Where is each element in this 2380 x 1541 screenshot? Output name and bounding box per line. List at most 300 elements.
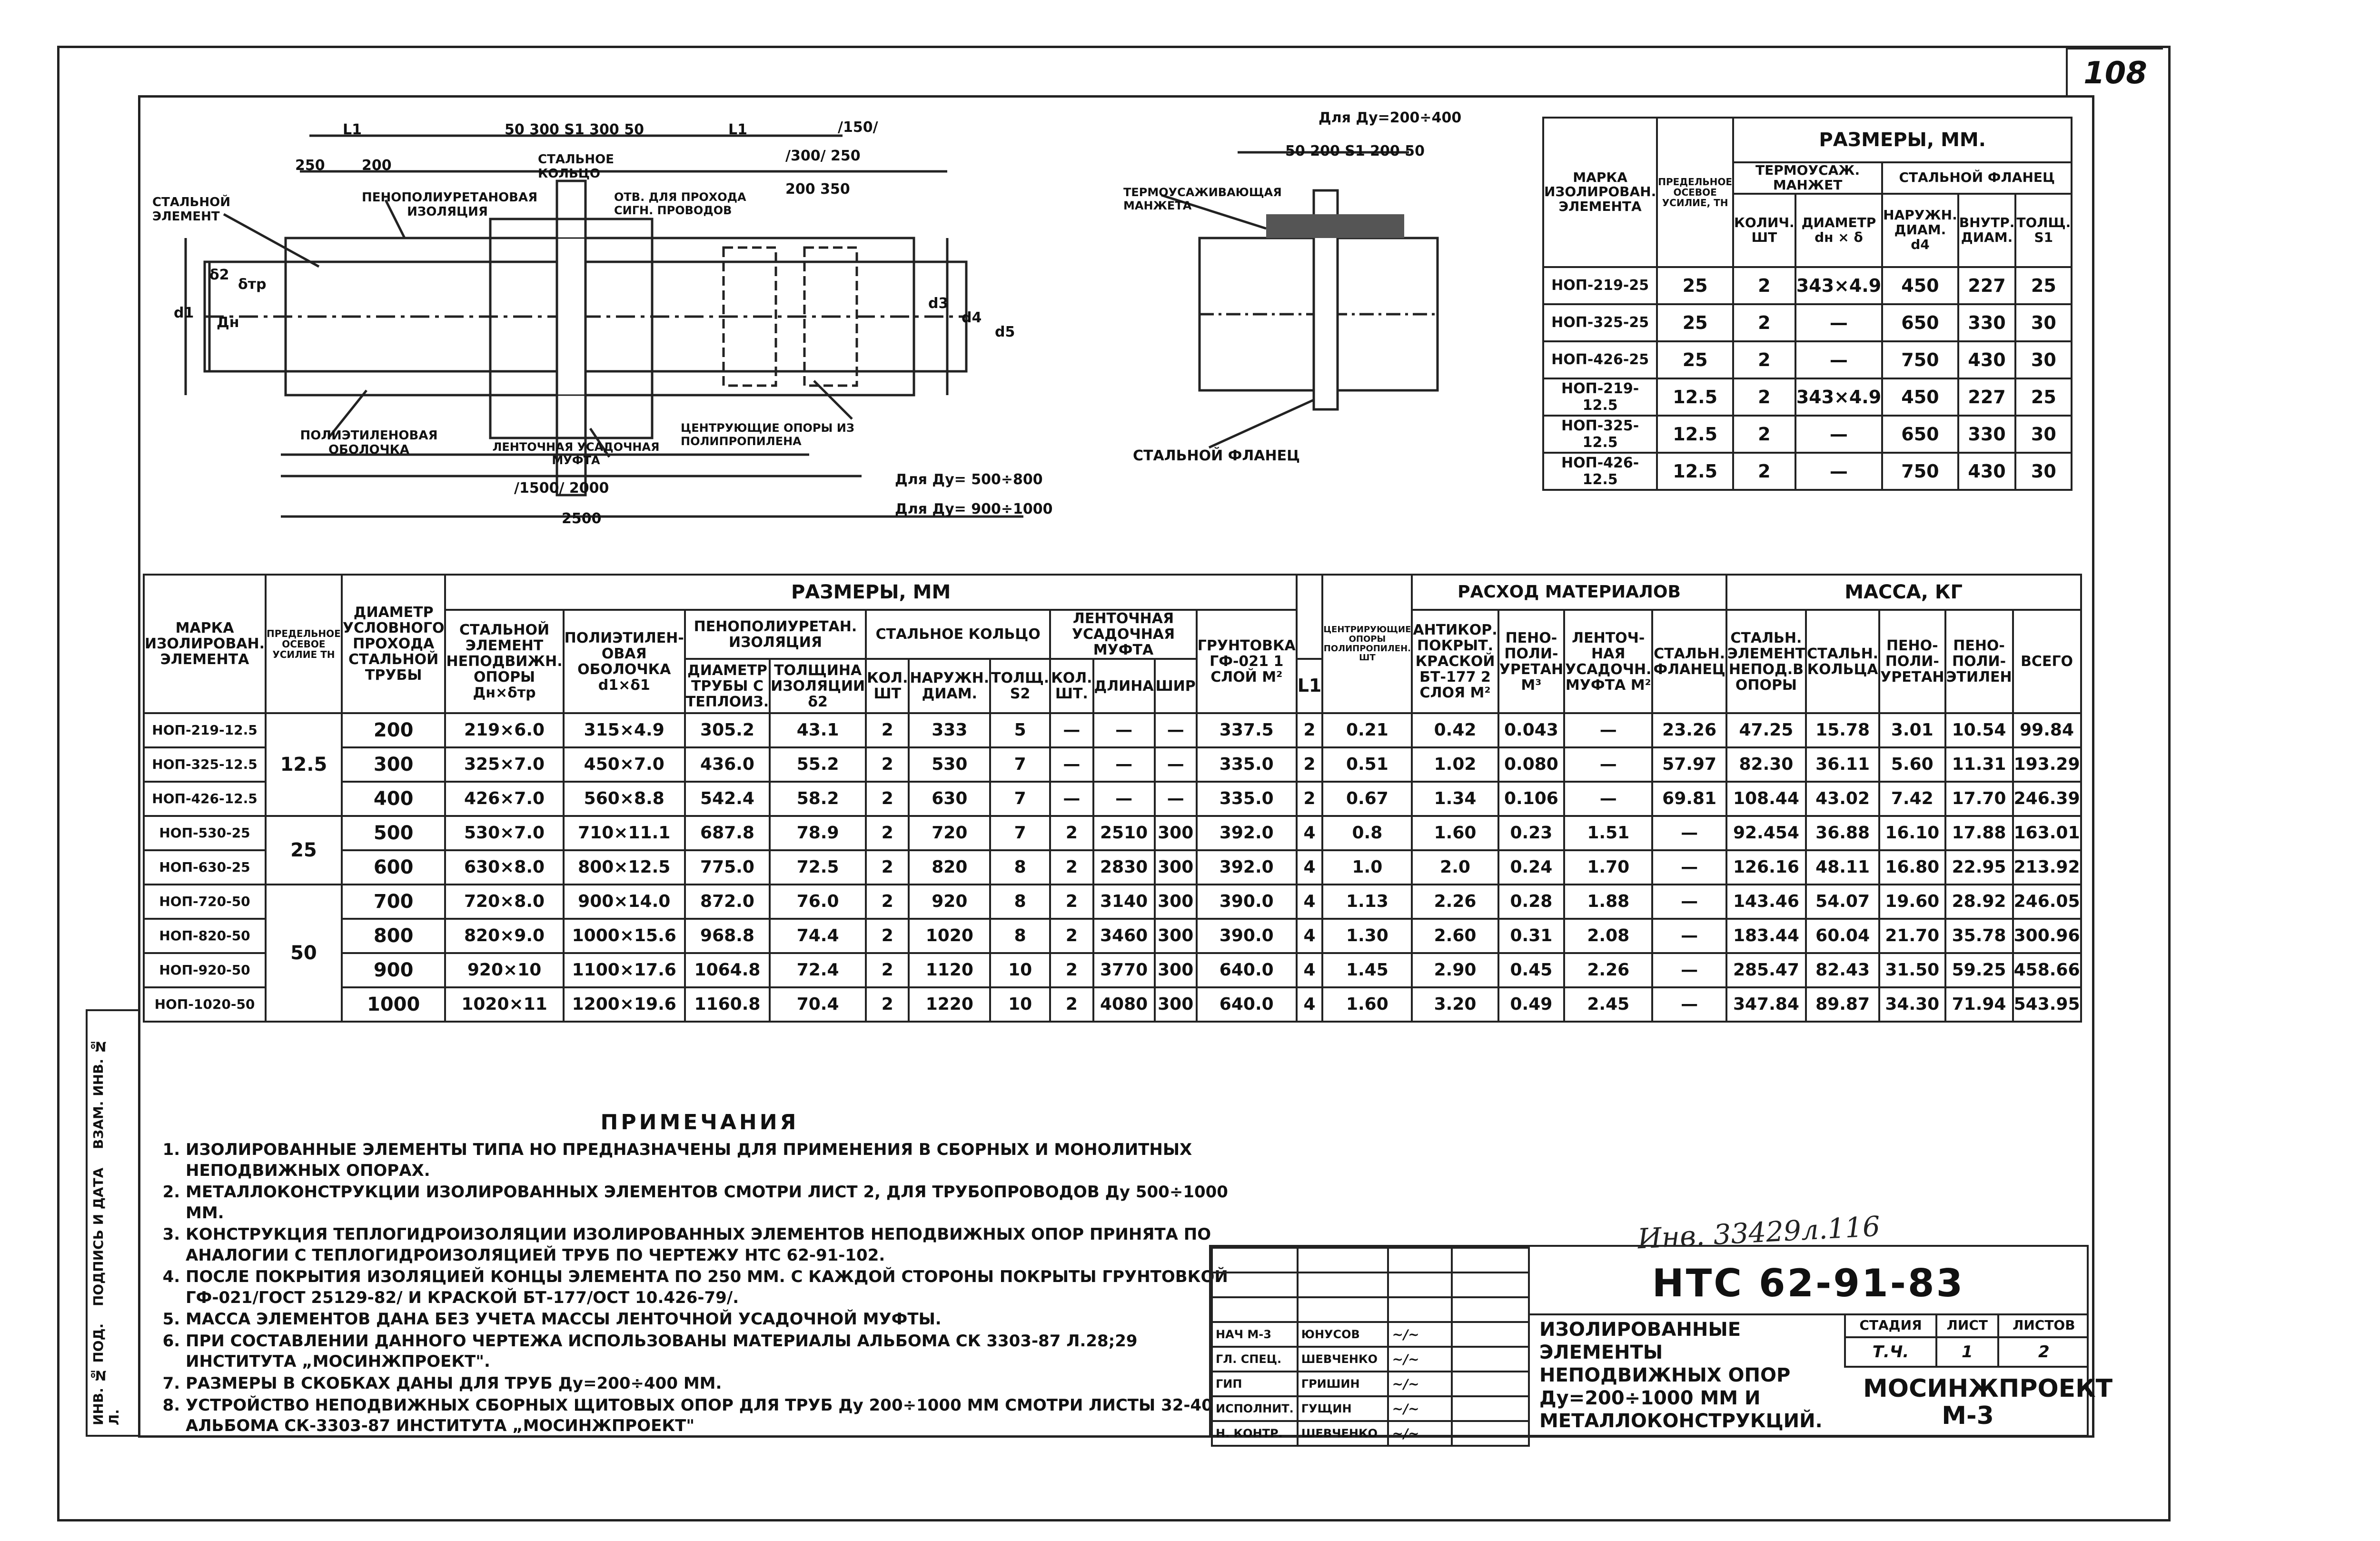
label-d5: d5: [995, 324, 1015, 340]
main-h-ppu: ПЕНОПОЛИУРЕТАН. ИЗОЛЯЦИЯ: [685, 610, 866, 659]
table-cell: 54.07: [1806, 885, 1879, 919]
table-cell: 4: [1297, 919, 1323, 953]
table-cell: 55.2: [770, 747, 866, 782]
dim-l1-right: L1: [728, 121, 747, 138]
table-cell: 0.24: [1498, 850, 1564, 885]
top-table-cell: 430: [1958, 453, 2016, 490]
sheet-number-box: [2066, 48, 2163, 97]
table-cell: 48.11: [1806, 850, 1879, 885]
table-cell: 392.0: [1197, 816, 1297, 850]
signature-role: ИСПОЛНИТ.: [1212, 1396, 1298, 1421]
main-h-m-ppu: ПЕНО-ПОЛИ-УРЕТАН М³: [1498, 610, 1564, 713]
top-table-cell: 25: [1657, 267, 1733, 304]
top-table-row: [1543, 378, 2072, 416]
title-block: [1209, 1245, 2113, 1442]
table-cell: 23.26: [1652, 713, 1726, 747]
table-cell: —: [1652, 816, 1726, 850]
table-cell: 337.5: [1197, 713, 1297, 747]
table-row: [144, 816, 2081, 850]
table-cell: 0.23: [1498, 816, 1564, 850]
table-cell: 7.42: [1879, 782, 1945, 816]
table-cell: 4: [1297, 885, 1323, 919]
table-cell: 700: [342, 885, 446, 919]
table-cell: 2.26: [1412, 885, 1498, 919]
table-cell: 0.45: [1498, 953, 1564, 987]
table-cell: 183.44: [1726, 919, 1806, 953]
table-cell: —: [1093, 713, 1155, 747]
table-cell: НОП-720-50: [144, 885, 266, 919]
top-table-cell: 2: [1733, 416, 1795, 453]
main-h-l1: L1: [1297, 659, 1323, 713]
top-h-qty: КОЛИЧ. ШТ: [1733, 194, 1795, 267]
table-cell: 21.70: [1879, 919, 1945, 953]
table-cell: 8: [990, 885, 1050, 919]
table-row: [144, 885, 2081, 919]
table-cell: 2: [1050, 953, 1093, 987]
side-stamp-inv-repl: ВЗАМ. ИНВ. №: [90, 1038, 106, 1149]
table-cell: —: [1652, 885, 1726, 919]
table-cell: 392.0: [1197, 850, 1297, 885]
stage-box: [1844, 1313, 2089, 1368]
label-d4: d4: [962, 309, 982, 326]
label-d2: δ2: [209, 267, 229, 283]
table-cell: 1064.8: [685, 953, 770, 987]
sheets-value: 2: [2038, 1342, 2050, 1362]
dim-250: 250: [295, 157, 325, 174]
table-cell: 2: [866, 885, 909, 919]
table-cell: 458.66: [2013, 953, 2081, 987]
table-cell: 640.0: [1197, 987, 1297, 1022]
top-table-cell: 2: [1733, 267, 1795, 304]
table-cell: 968.8: [685, 919, 770, 953]
table-cell: 2: [866, 713, 909, 747]
dim-l1-left: L1: [343, 121, 362, 138]
table-cell: 560×8.8: [564, 782, 685, 816]
top-table-row: [1543, 453, 2072, 490]
table-cell: 78.9: [770, 816, 866, 850]
table-cell: 3.20: [1412, 987, 1498, 1022]
table-cell: 300: [1155, 987, 1197, 1022]
table-cell: 0.043: [1498, 713, 1564, 747]
sheets-h: ЛИСТОВ: [1998, 1313, 2089, 1337]
top-table-cell: НОП-325-25: [1543, 304, 1657, 341]
revision-cell: [1452, 1248, 1529, 1273]
table-cell: 300.96: [2013, 919, 2081, 953]
signature-name: ЮНУСОВ: [1298, 1322, 1388, 1347]
table-cell: 820×9.0: [445, 919, 563, 953]
signatures-table: [1211, 1247, 1530, 1447]
table-cell: 390.0: [1197, 885, 1297, 919]
table-cell: НОП-820-50: [144, 919, 266, 953]
stage-value: Т.Ч.: [1846, 1337, 1936, 1366]
main-h-l1-top: [1297, 575, 1323, 659]
label-len-2500: 2500: [562, 510, 602, 527]
table-cell: НОП-920-50: [144, 953, 266, 987]
table-cell: 920×10: [445, 953, 563, 987]
main-h-ms-total: ВСЕГО: [2013, 610, 2081, 713]
table-cell: 1000: [342, 987, 446, 1022]
main-h-sizes: РАЗМЕРЫ, ММ: [445, 575, 1296, 610]
signature-row: [1212, 1372, 1529, 1396]
table-cell: 213.92: [2013, 850, 2081, 885]
table-cell: 2: [1297, 747, 1323, 782]
table-cell: 1160.8: [685, 987, 770, 1022]
table-cell: 2: [1050, 885, 1093, 919]
table-cell: —: [1652, 850, 1726, 885]
table-cell: 16.10: [1879, 816, 1945, 850]
revision-cell: [1212, 1297, 1298, 1322]
table-cell: 7: [990, 747, 1050, 782]
label-dtr: δтр: [238, 276, 267, 293]
table-cell: —: [1155, 713, 1197, 747]
table-cell: 775.0: [685, 850, 770, 885]
top-h-flange: СТАЛЬНОЙ ФЛАНЕЦ: [1882, 162, 2072, 194]
table-cell: 1120: [909, 953, 990, 987]
label-dn: Дн: [217, 314, 239, 331]
main-h-load: ПРЕДЕЛЬНОЕ ОСЕВОЕ УСИЛИЕ ТН: [266, 575, 342, 713]
table-cell: 69.81: [1652, 782, 1726, 816]
table-cell: 1.30: [1322, 919, 1412, 953]
top-table-row: [1543, 416, 2072, 453]
table-cell: 0.31: [1498, 919, 1564, 953]
table-cell: 390.0: [1197, 919, 1297, 953]
top-table-cell: 2: [1733, 341, 1795, 378]
table-cell: 450×7.0: [564, 747, 685, 782]
table-cell: 31.50: [1879, 953, 1945, 987]
top-table-cell: 430: [1958, 341, 2016, 378]
table-row: [144, 747, 2081, 782]
top-table-cell: 750: [1882, 453, 1958, 490]
table-cell: 3.01: [1879, 713, 1945, 747]
table-cell: 193.29: [2013, 747, 2081, 782]
table-row: [144, 919, 2081, 953]
table-cell: —: [1093, 782, 1155, 816]
table-cell: 436.0: [685, 747, 770, 782]
main-h-sleeve: ЛЕНТОЧНАЯ УСАДОЧНАЯ МУФТА: [1050, 610, 1197, 659]
table-cell: 2: [866, 953, 909, 987]
top-table-cell: 30: [2015, 341, 2072, 378]
table-cell: 900: [342, 953, 446, 987]
note-item: 5. МАССА ЭЛЕМЕНТОВ ДАНА БЕЗ УЧЕТА МАССЫ ЛЕНТОЧНОЙ УСАДОЧНОЙ МУФТЫ.: [186, 1309, 1242, 1330]
note-item: 1. ИЗОЛИРОВАННЫЕ ЭЛЕМЕНТЫ ТИПА НО ПРЕДНАЗНАЧЕНЫ ДЛЯ ПРИМЕНЕНИЯ В СБОРНЫХ И МОНОЛИТНЫХ НЕПОДВИЖНЫХ ОПОРАХ.: [186, 1140, 1242, 1181]
label-len-1500: /1500/ 2000: [514, 480, 609, 497]
signature-role: ГИП: [1212, 1372, 1298, 1396]
table-cell: 1.60: [1412, 816, 1498, 850]
table-cell: 36.88: [1806, 816, 1879, 850]
table-cell: 219×6.0: [445, 713, 563, 747]
table-cell: 2: [866, 850, 909, 885]
signature-name: ГРИШИН: [1298, 1372, 1388, 1396]
table-cell: 76.0: [770, 885, 866, 919]
top-table-cell: 25: [1657, 304, 1733, 341]
table-cell: 1.02: [1412, 747, 1498, 782]
top-table-cell: 2: [1733, 378, 1795, 416]
main-h-mass: МАССА, КГ: [1726, 575, 2081, 610]
notes-title: ПРИМЕЧАНИЯ: [600, 1110, 799, 1134]
table-cell: НОП-325-12.5: [144, 747, 266, 782]
notes-list: [157, 1140, 1242, 1436]
table-cell: —: [1155, 747, 1197, 782]
top-h-thick: ТОЛЩ. S1: [2015, 194, 2072, 267]
main-h-centr: ЦЕНТРИРУЮЩИЕ ОПОРЫ ПОЛИПРОПИЛЕН. ШТ: [1322, 575, 1412, 713]
table-cell: 2.0: [1412, 850, 1498, 885]
table-cell: 2: [1050, 816, 1093, 850]
table-cell: 5.60: [1879, 747, 1945, 782]
top-table-cell: 2: [1733, 304, 1795, 341]
table-cell: 2.08: [1564, 919, 1652, 953]
table-cell: 57.97: [1652, 747, 1726, 782]
dim-300-250: /300/ 250: [785, 148, 861, 164]
load-group-cell: 50: [266, 885, 342, 1022]
signature-date: [1452, 1372, 1529, 1396]
main-h-ms-flange: СТАЛЬН. ФЛАНЕЦ: [1652, 610, 1726, 713]
side-stamp-sign-date: ПОДПИСЬ И ДАТА: [90, 1167, 106, 1306]
table-cell: 2: [866, 747, 909, 782]
top-table-cell: 25: [1657, 341, 1733, 378]
table-cell: —: [1564, 713, 1652, 747]
load-group-cell: 12.5: [266, 713, 342, 816]
top-table-cell: 12.5: [1657, 416, 1733, 453]
revision-cell: [1388, 1297, 1452, 1322]
table-cell: 800: [342, 919, 446, 953]
top-table-cell: 450: [1882, 267, 1958, 304]
note-item: 8. УСТРОЙСТВО НЕПОДВИЖНЫХ СБОРНЫХ ЩИТОВЫХ ОПОР ДЛЯ ТРУБ Ду 200÷1000 ММ СМОТРИ ЛИСТЫ 32-40 АЛЬБОМА СК-3303-87 ИНСТИТУТА „МОСИНЖПРОЕКТ": [186, 1395, 1242, 1437]
table-cell: 300: [1155, 919, 1197, 953]
table-cell: 300: [1155, 953, 1197, 987]
top-table-cell: НОП-426-12.5: [1543, 453, 1657, 490]
table-cell: 640.0: [1197, 953, 1297, 987]
top-h-diam: ДИАМЕТР dн × δ: [1795, 194, 1882, 267]
table-cell: 2: [866, 987, 909, 1022]
table-cell: 70.4: [770, 987, 866, 1022]
top-table-cell: —: [1795, 304, 1882, 341]
top-table-cell: 650: [1882, 304, 1958, 341]
table-cell: 300: [342, 747, 446, 782]
table-cell: 8: [990, 919, 1050, 953]
label-d1: d1: [174, 305, 194, 321]
main-h-ms-ring: СТАЛЬН. КОЛЬЦА: [1806, 610, 1879, 713]
main-h-ms-pe: ПЕНО-ПОЛИ-ЭТИЛЕН: [1945, 610, 2013, 713]
revision-cell: [1388, 1273, 1452, 1297]
main-h-m-paint: АНТИКОР. ПОКРЫТ. КРАСКОЙ БТ-177 2 СЛОЯ М²: [1412, 610, 1498, 713]
top-table-row: [1543, 341, 2072, 378]
signature-role: НАЧ М-3: [1212, 1322, 1298, 1347]
stage-table: [1846, 1313, 2089, 1366]
label-steel-element: СТАЛЬНОЙ ЭЛЕМЕНТ: [152, 195, 230, 224]
table-cell: 720: [909, 816, 990, 850]
table-cell: 325×7.0: [445, 747, 563, 782]
table-cell: НОП-219-12.5: [144, 713, 266, 747]
notes-block: [157, 1109, 1242, 1438]
table-cell: 872.0: [685, 885, 770, 919]
top-h-outer: НАРУЖН. ДИАМ. d4: [1882, 194, 1958, 267]
table-cell: 800×12.5: [564, 850, 685, 885]
table-cell: 500: [342, 816, 446, 850]
table-cell: 1.51: [1564, 816, 1652, 850]
table-cell: 58.2: [770, 782, 866, 816]
table-cell: 35.78: [1945, 919, 2013, 953]
table-cell: 19.60: [1879, 885, 1945, 919]
top-table-cell: 650: [1882, 416, 1958, 453]
table-cell: 335.0: [1197, 782, 1297, 816]
flange-detail-drawing: [1142, 105, 1523, 486]
label-dy-900: Для Ду= 900÷1000: [895, 501, 1053, 517]
table-cell: 17.88: [1945, 816, 2013, 850]
label-steel-flange: СТАЛЬНОЙ ФЛАНЕЦ: [1133, 447, 1300, 464]
main-h-pe: ПОЛИЭТИЛЕН-ОВАЯ ОБОЛОЧКА d1×δ1: [564, 610, 685, 713]
signature-date: [1452, 1421, 1529, 1446]
revision-row: [1212, 1273, 1529, 1297]
top-table-cell: 330: [1958, 416, 2016, 453]
table-cell: 920: [909, 885, 990, 919]
leader-flange: [1209, 400, 1314, 447]
signature-role: ГЛ. СПЕЦ.: [1212, 1347, 1298, 1372]
main-h-ring-d: НАРУЖН. ДИАМ.: [909, 659, 990, 713]
table-cell: 543.95: [2013, 987, 2081, 1022]
signature-mark: ~/~: [1388, 1347, 1452, 1372]
table-cell: 4: [1297, 850, 1323, 885]
table-cell: 1.60: [1322, 987, 1412, 1022]
table-cell: 5: [990, 713, 1050, 747]
table-cell: 22.95: [1945, 850, 2013, 885]
signature-name: ГУЩИН: [1298, 1396, 1388, 1421]
table-row: [144, 987, 2081, 1022]
table-row: [144, 782, 2081, 816]
table-cell: 2: [866, 816, 909, 850]
top-table-cell: 12.5: [1657, 453, 1733, 490]
top-table-cell: 25: [2015, 267, 2072, 304]
main-h-ring-q: КОЛ. ШТ: [866, 659, 909, 713]
main-h-mat: РАСХОД МАТЕРИАЛОВ: [1412, 575, 1726, 610]
table-cell: 0.51: [1322, 747, 1412, 782]
main-h-steel-el: СТАЛЬНОЙ ЭЛЕМЕНТ НЕПОДВИЖН. ОПОРЫ Дн×δтр: [445, 610, 563, 713]
top-h-inner: ВНУТР. ДИАМ.: [1958, 194, 2016, 267]
table-cell: —: [1050, 713, 1093, 747]
main-h-mark: МАРКА ИЗОЛИРОВАН. ЭЛЕМЕНТА: [144, 575, 266, 713]
top-h-cuff: ТЕРМОУСАЖ. МАНЖЕТ: [1733, 162, 1882, 194]
table-row: [144, 953, 2081, 987]
table-cell: 2: [1050, 987, 1093, 1022]
main-h-sl-w: ШИР: [1155, 659, 1197, 713]
table-cell: —: [1050, 782, 1093, 816]
table-cell: 630: [909, 782, 990, 816]
table-cell: 0.106: [1498, 782, 1564, 816]
top-table-cell: НОП-325-12.5: [1543, 416, 1657, 453]
table-cell: 4: [1297, 987, 1323, 1022]
top-table-cell: 227: [1958, 378, 2016, 416]
table-cell: 16.80: [1879, 850, 1945, 885]
table-cell: 300: [1155, 885, 1197, 919]
table-cell: 10.54: [1945, 713, 2013, 747]
note-item: 3. КОНСТРУКЦИЯ ТЕПЛОГИДРОИЗОЛЯЦИИ ИЗОЛИРОВАННЫХ ЭЛЕМЕНТОВ НЕПОДВИЖНЫХ ОПОР ПРИНЯТА ПО АНАЛОГИИ С ТЕПЛОГИДРОИЗОЛЯЦИЕЙ ТРУБ ПО ЧЕРТЕЖУ НТС 62-91-102.: [186, 1224, 1242, 1266]
table-cell: 7: [990, 816, 1050, 850]
handwritten-inventory-ref: Инв. 33429л.116: [1636, 1210, 1881, 1255]
table-cell: 2: [866, 782, 909, 816]
table-cell: —: [1652, 953, 1726, 987]
table-cell: 542.4: [685, 782, 770, 816]
label-dy-500: Для Ду= 500÷800: [895, 471, 1043, 488]
dim-150: /150/: [838, 119, 878, 136]
top-table-cell: НОП-219-25: [1543, 267, 1657, 304]
table-cell: 2: [1297, 713, 1323, 747]
table-cell: —: [1093, 747, 1155, 782]
top-table-cell: 750: [1882, 341, 1958, 378]
table-cell: 0.28: [1498, 885, 1564, 919]
top-table-cell: —: [1795, 416, 1882, 453]
table-cell: 426×7.0: [445, 782, 563, 816]
dim-mid-values: 50 300 S1 300 50: [505, 121, 644, 138]
signature-row: [1212, 1421, 1529, 1446]
top-table-cell: 450: [1882, 378, 1958, 416]
note-item: 4. ПОСЛЕ ПОКРЫТИЯ ИЗОЛЯЦИЕЙ КОНЦЫ ЭЛЕМЕНТА ПО 250 ММ. С КАЖДОЙ СТОРОНЫ ПОКРЫТЫ ГРУНТОВКОЙ ГФ-021/ГОСТ 25129-82/ И КРАСКОЙ БТ-177/ОСТ 10.426-79/.: [186, 1267, 1242, 1308]
signature-mark: ~/~: [1388, 1322, 1452, 1347]
top-table-cell: 12.5: [1657, 378, 1733, 416]
label-sleeve: ЛЕНТОЧНАЯ УСАДОЧНАЯ МУФТА: [492, 440, 660, 467]
top-table-row: [1543, 267, 2072, 304]
table-cell: 92.454: [1726, 816, 1806, 850]
table-cell: 300: [1155, 850, 1197, 885]
top-table-cell: 30: [2015, 453, 2072, 490]
table-cell: 99.84: [2013, 713, 2081, 747]
table-cell: 3140: [1093, 885, 1155, 919]
dim-200: 200: [362, 157, 392, 174]
revision-row: [1212, 1297, 1529, 1322]
table-cell: 1.70: [1564, 850, 1652, 885]
table-cell: 820: [909, 850, 990, 885]
revision-cell: [1212, 1248, 1298, 1273]
table-cell: 1220: [909, 987, 990, 1022]
top-table-cell: НОП-219-12.5: [1543, 378, 1657, 416]
table-row: [144, 850, 2081, 885]
table-cell: НОП-1020-50: [144, 987, 266, 1022]
table-cell: 34.30: [1879, 987, 1945, 1022]
label-thermo-cuff: ТЕРМОУСАЖИВАЮЩАЯ МАНЖЕТА: [1123, 186, 1282, 212]
main-h-ppu-d: ДИАМЕТР ТРУБЫ С ТЕПЛОИЗ.: [685, 659, 770, 713]
table-cell: 630×8.0: [445, 850, 563, 885]
revision-cell: [1212, 1273, 1298, 1297]
note-item: 7. РАЗМЕРЫ В СКОБКАХ ДАНЫ ДЛЯ ТРУБ Ду=200÷400 ММ.: [186, 1373, 1242, 1394]
sheet-number: 108: [2083, 56, 2147, 91]
table-cell: 347.84: [1726, 987, 1806, 1022]
table-cell: 72.4: [770, 953, 866, 987]
table-cell: 89.87: [1806, 987, 1879, 1022]
table-cell: 1.0: [1322, 850, 1412, 885]
note-item: 6. ПРИ СОСТАВЛЕНИИ ДАННОГО ЧЕРТЕЖА ИСПОЛЬЗОВАНЫ МАТЕРИАЛЫ АЛЬБОМА СК 3303-87 Л.28;29 ИНСТИТУТА „МОСИНЖПРОЕКТ".: [186, 1331, 1242, 1372]
thermo-cuff-fill: [1266, 214, 1404, 238]
table-cell: 333: [909, 713, 990, 747]
table-cell: 1.45: [1322, 953, 1412, 987]
table-cell: 530: [909, 747, 990, 782]
main-h-ms-elem: СТАЛЬН. ЭЛЕМЕНТ НЕПОД.В ОПОРЫ: [1726, 610, 1806, 713]
top-table-cell: —: [1795, 453, 1882, 490]
table-cell: 720×8.0: [445, 885, 563, 919]
table-cell: —: [1564, 747, 1652, 782]
table-cell: 0.080: [1498, 747, 1564, 782]
signature-date: [1452, 1396, 1529, 1421]
table-cell: 285.47: [1726, 953, 1806, 987]
table-cell: 2: [1297, 782, 1323, 816]
revision-row: [1212, 1248, 1529, 1273]
label-right-dims: 50 200 S1 200 50: [1285, 143, 1425, 159]
table-cell: 72.5: [770, 850, 866, 885]
label-ppu-insulation: ПЕНОПОЛИУРЕТАНОВАЯ ИЗОЛЯЦИЯ: [362, 190, 538, 219]
table-cell: 8: [990, 850, 1050, 885]
table-cell: 400: [342, 782, 446, 816]
table-cell: 530×7.0: [445, 816, 563, 850]
signature-role: Н. КОНТР.: [1212, 1421, 1298, 1446]
dim-200-350: 200 350: [785, 181, 850, 198]
signature-date: [1452, 1322, 1529, 1347]
